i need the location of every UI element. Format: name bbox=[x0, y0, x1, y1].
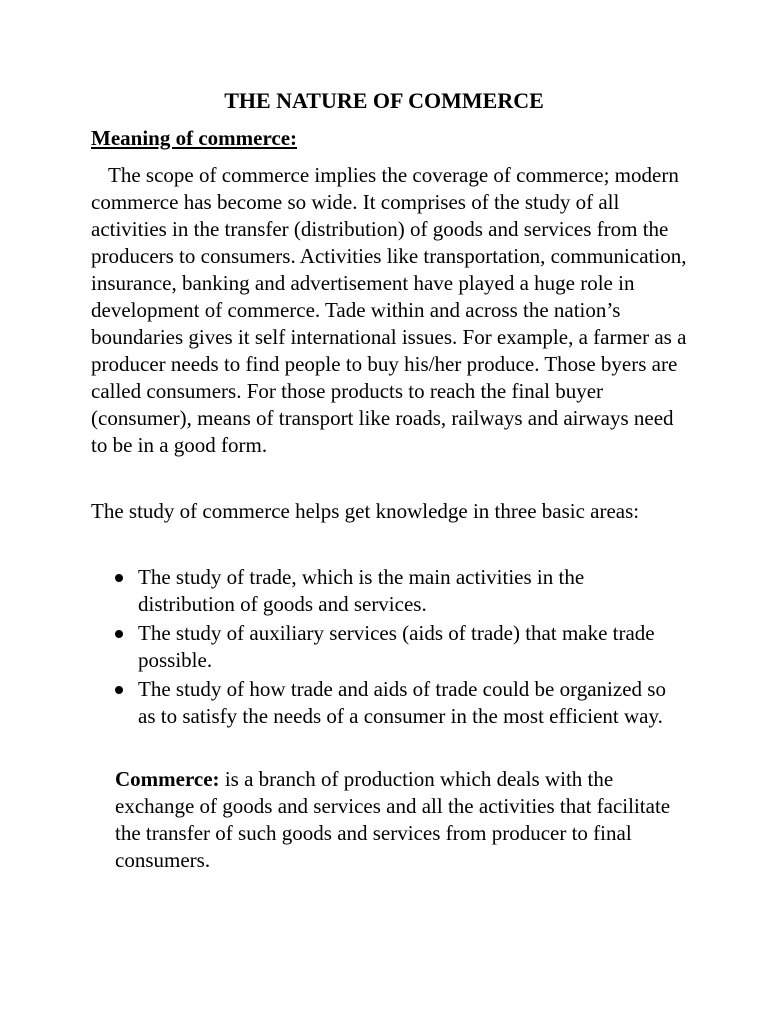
list-item bbox=[115, 564, 675, 618]
list-item-text: The study of trade, which is the main activities in the distribution of goods and services. bbox=[138, 565, 585, 616]
definition-text: is a branch of production which deals with the exchange of goods and services and all the activities that facilitate the transfer of such goods and services from producer to final consumers. bbox=[115, 767, 671, 872]
section-heading: Meaning of commerce: bbox=[91, 126, 298, 150]
list-item bbox=[115, 676, 675, 730]
bullet-icon bbox=[115, 574, 123, 582]
paragraph-scope: The scope of commerce implies the coverage of commerce; modern commerce has become so wide. It comprises of the study of all activities in the transfer (distribution) of goods and services from the producers to consumers. Activities like transportation, communication, insurance, banking and advertisement have played a huge role in development of commerce. Tade within and across the nation’s boundaries gives it self international issues. For example, a farmer as a producer needs to find people to buy his/her produce. Those byers are called consumers. For those products to reach the final buyer (consumer), means of transport like roads, railways and airways need to be in a good form. bbox=[91, 163, 687, 457]
list-item bbox=[115, 620, 675, 674]
list-item-text: The study of how trade and aids of trade could be organized so as to satisfy the needs of a consumer in the most efficient way. bbox=[138, 677, 666, 728]
bullet-icon bbox=[115, 686, 123, 694]
paragraph-study-areas: The study of commerce helps get knowledge in three basic areas: bbox=[91, 499, 640, 523]
list-item-text: The study of auxiliary services (aids of trade) that make trade possible. bbox=[138, 621, 655, 672]
document-title: THE NATURE OF COMMERCE bbox=[224, 88, 544, 113]
definition-term: Commerce: bbox=[115, 767, 220, 791]
bullet-list bbox=[115, 564, 675, 732]
bullet-icon bbox=[115, 630, 123, 638]
paragraph-definition bbox=[115, 766, 685, 874]
